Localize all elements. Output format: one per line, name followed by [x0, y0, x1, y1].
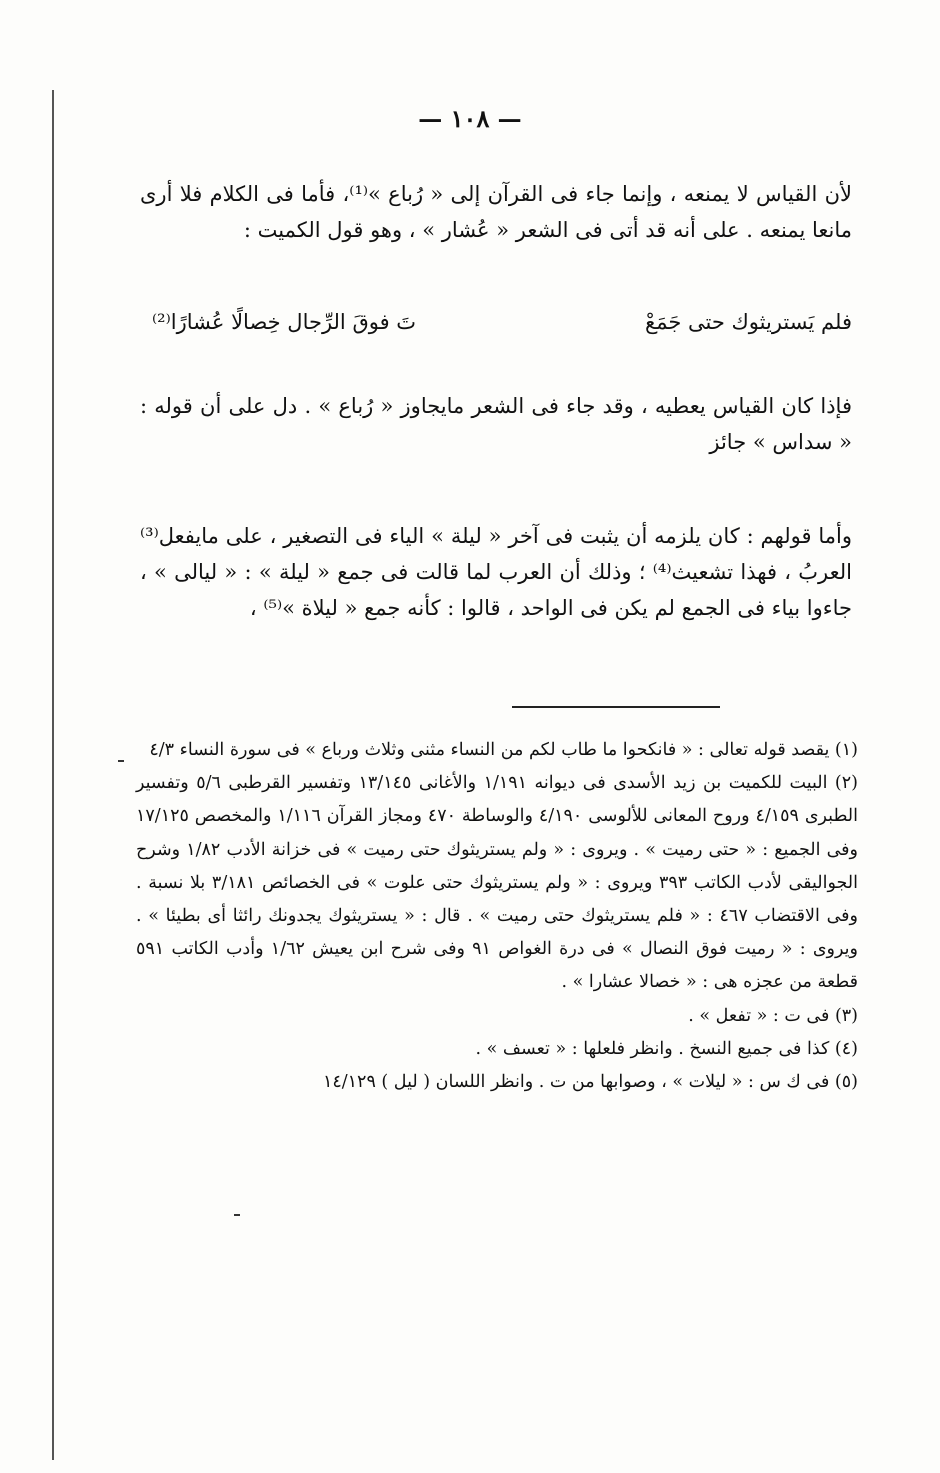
- paragraph-3: وأما قولهم : كان يلزمه أن يثبت فى آخر « ليلة » الياء فى التصغير ، على مايفعل⁽³⁾ العربُ ، فهذا تشعيث⁽⁴⁾ ؛ وذلك أن العرب لما قالت فى جمع « ليلة » : « ليالى » ، جاءوا بياء فى الجمع لم يكن فى الواحد ، قالوا : كأنه جمع « ليلاة »⁽⁵⁾ ،: [140, 524, 852, 620]
- scan-speck: [234, 1214, 240, 1216]
- footnotes: [136, 734, 858, 1099]
- footnote-2: (٢) البيت للكميت بن زيد الأسدى فى ديوانه ١/١٩١ والأغانى ١٣/١٤٥ وتفسير القرطبى ٥/٦ وتفسير الطبرى ٤/١٥٩ وروح المعانى للألوسى ٤/١٩٠ والوساطة ٤٧٠ ومجاز القرآن ١/١١٦ والمخصص ١٧/١٢٥ وفى الجميع : « حتى رميت » . ويروى : « ولم يستريثوك حتى رميت » فى خزانة الأدب ١/٨٢ وشرح الجواليقى لأدب الكاتب ٣٩٣ ويروى : « ولم يستريثوك حتى علوت » فى الخصائص ٣/١٨١ بلا نسبة . وفى الاقتضاب ٤٦٧ : « فلم يستريثوك حتى رميت » . قال : « يستريثوك يجدونك رائثا أى بطيئا » . ويروى : « رميت فوق النصال » فى درة الغواص ٩١ وفى شرح ابن يعيش ١/٦٢ وأدب الكاتب ٥٩١ قطعة من عجزه هى : « خصالا عشارا » .: [136, 773, 859, 993]
- verse-first-hemistich: فلم يَستريثوك حتى جَمَعْ: [645, 310, 852, 334]
- footnote-3: (٣) فى ت : « تفعل » .: [688, 1005, 858, 1026]
- verse-second-hemistich: تَ فوقَ الرِّجال خِصالًا عُشارًا⁽²⁾: [152, 310, 417, 334]
- scan-speck: [118, 760, 124, 762]
- scan-margin-line: [52, 90, 54, 1460]
- page-number: — ١٠٨ —: [418, 104, 522, 133]
- footnote-1: (١) يقصد قوله تعالى : « فانكحوا ما طاب لكم من النساء مثنى وثلاث ورباع » فى سورة النساء ٤/٣: [149, 740, 858, 760]
- poem-verse: [152, 304, 852, 340]
- footnote-separator: [512, 706, 720, 708]
- paragraph-2: فإذا كان القياس يعطيه ، وقد جاء فى الشعر مايجاوز « رُباع » . دل على أن قوله : « سداس » جائز: [140, 394, 852, 454]
- footnote-4: (٤) كذا فى جميع النسخ . وانظر فلعلها : « تعسف » .: [475, 1038, 858, 1059]
- footnote-5: (٥) فى ك س : « ليلات » ، وصوابها من ت . وانظر اللسان ( ليل ) ١٤/١٢٩: [322, 1072, 858, 1093]
- paragraph-1: لأن القياس لا يمنعه ، وإنما جاء فى القرآن إلى « رُباع »⁽¹⁾، فأما فى الكلام فلا أرى مانعا يمنعه . على أنه قد أتى فى الشعر « عُشار » ، وهو قول الكميت :: [140, 182, 852, 242]
